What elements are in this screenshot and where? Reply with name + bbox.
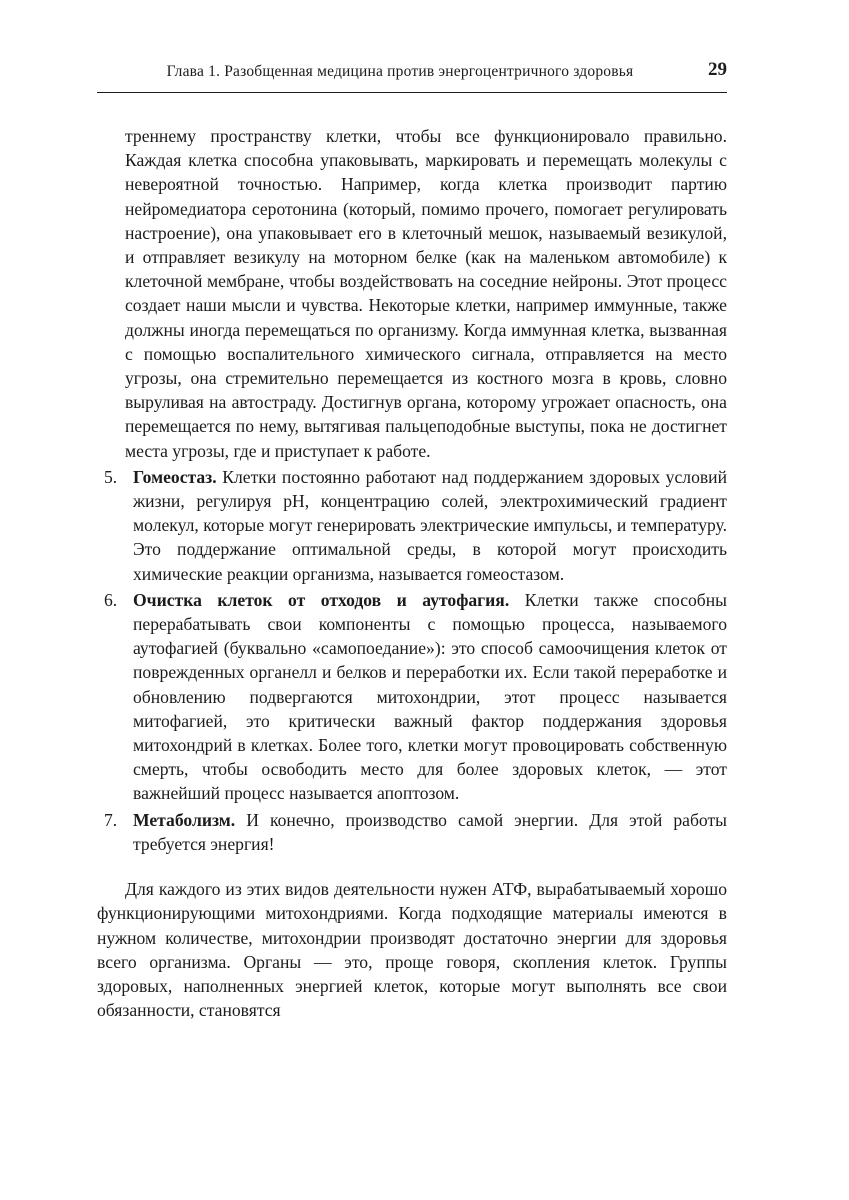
list-item-lead: Гомеостаз. [133, 466, 217, 487]
list-item-lead: Метаболизм. [133, 809, 236, 830]
list-item-lead: Очистка клеток от отходов и аутофагия. [133, 589, 510, 610]
list-item [97, 588, 727, 806]
continued-paragraph: треннему пространству клетки, чтобы все функционировало правильно. Каждая клетка способна упаковывать, маркировать и перемещать молекулы с невероятной точностью. Например, когда клетка производит партию нейромедиатора серотонина (который, помимо прочего, помогает регулировать настроение), она упаковывает его в клеточный мешок, называемый везикулой, и отправляет везикулу на моторном белке (как на маленьком автомобиле) к клеточной мембране, чтобы воздействовать на соседние нейроны. Этот процесс создает наши мысли и чувства. Некоторые клетки, например иммунные, также должны иногда перемещаться по организму. Когда иммунная клетка, вызванная с помощью воспалительного химического сигнала, отправляется на место угрозы, она стремительно перемещается из костного мозга в кровь, словно выруливая на автостраду. Достигнув органа, которому угрожает опасность, она перемещается по нему, вытягивая пальцеподобные выступы, пока не достигнет места угрозы, где и приступает к работе. [125, 126, 727, 461]
list-item [97, 808, 727, 856]
numbered-list [97, 465, 727, 856]
closing-paragraph: Для каждого из этих видов деятельности нужен АТФ, вырабатываемый хорошо функционирующими митохондриями. Когда подходящие материалы имеются в нужном количестве, митохондрии производят достаточно энергии для здоровья всего организма. Органы — это, проще говоря, скопления клеток. Группы здоровых, наполненных энергией клеток, которые могут выполнять все свои обязанности, становятся [97, 879, 727, 1021]
running-head [97, 59, 727, 93]
list-item [97, 465, 727, 586]
chapter-running-title: Глава 1. Разобщенная медицина против энергоцентричного здоровья [166, 63, 634, 80]
list-item-number: 7. [104, 809, 118, 830]
page-number: 29 [708, 59, 727, 80]
list-item-number: 5. [104, 466, 118, 487]
list-item-text: И конечно, производство самой энергии. Для этой работы требуется энергия! [133, 809, 727, 854]
page-content-column [97, 59, 728, 1022]
body-text [97, 124, 727, 1022]
list-item-text: Клетки постоянно работают над поддержанием здоровых условий жизни, регулируя pH, концентрацию солей, электрохимический градиент молекул, которые могут генерировать электрические импульсы, и температуру. Это поддержание оптимальной среды, в которой могут происходить химические реакции организма, называется гомеостазом. [133, 466, 728, 584]
list-item-text: Клетки также способны перерабатывать свои компоненты с помощью процесса, называемого аутофагией (буквально «самопоедание»): это способ самоочищения клеток от поврежденных органелл и белков и переработки их. Если такой переработке и обновлению подвергаются митохондрии, этот процесс называется митофагией, это критически важный фактор поддержания здоровья митохондрий в клетках. Более того, клетки могут провоцировать собственную смерть, чтобы освободить место для более здоровых клеток, — этот важнейший процесс называется апоптозом. [133, 589, 727, 804]
list-item-number: 6. [104, 589, 118, 610]
